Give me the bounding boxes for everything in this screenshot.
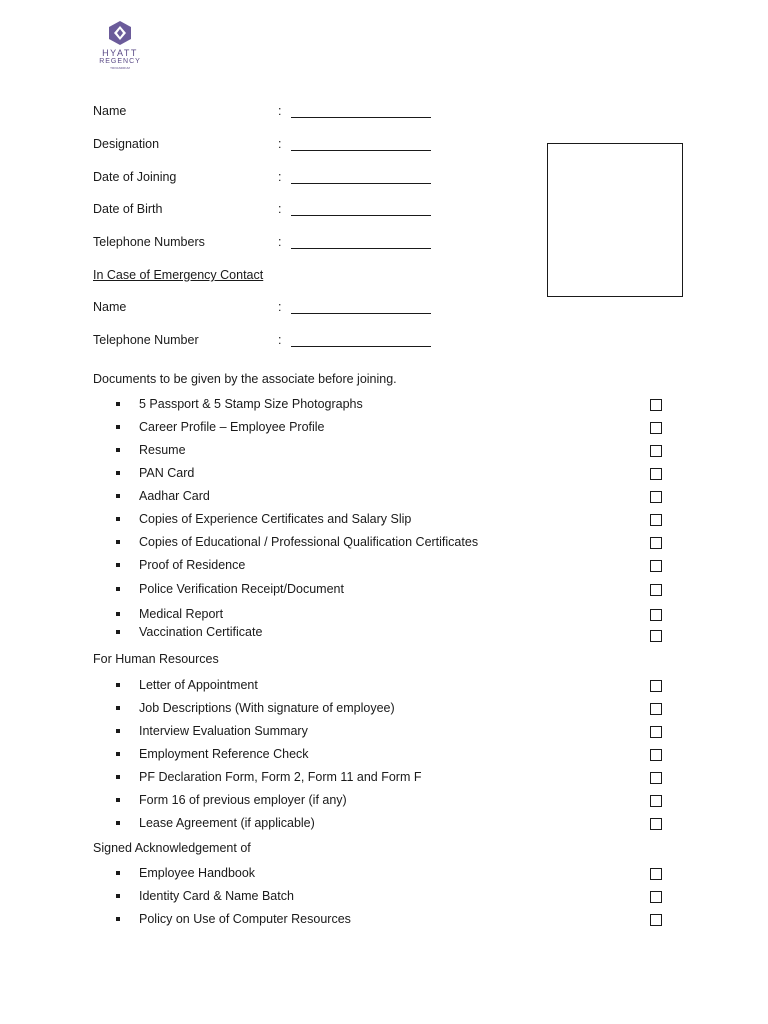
telephone-numbers-input-line[interactable] (291, 248, 431, 249)
logo-location-text: TRIVANDRUM (110, 66, 130, 70)
bullet-icon (116, 775, 120, 779)
checklist-item-label: Lease Agreement (if applicable) (139, 816, 315, 830)
checklist-item (116, 512, 666, 528)
checklist-item-label: Career Profile – Employee Profile (139, 420, 325, 434)
checkbox[interactable] (650, 560, 662, 572)
checklist-item (116, 701, 666, 717)
bullet-icon (116, 587, 120, 591)
checklist-item-label: Aadhar Card (139, 489, 210, 503)
checkbox[interactable] (650, 422, 662, 434)
checklist-item-label: Medical Report (139, 607, 224, 621)
checkbox[interactable] (650, 537, 662, 549)
checklist-item-label: PF Declaration Form, Form 2, Form 11 and Form F (139, 770, 422, 784)
bullet-icon (116, 471, 120, 475)
field-colon: : (278, 202, 282, 216)
date-of-joining-input-line[interactable] (291, 183, 431, 184)
checklist-item (116, 420, 666, 436)
checkbox[interactable] (650, 584, 662, 596)
checkbox[interactable] (650, 491, 662, 503)
designation-input-line[interactable] (291, 150, 431, 151)
field-label: Designation (93, 137, 160, 151)
checkbox[interactable] (650, 772, 662, 784)
hotel-logo (96, 20, 144, 71)
logo-brand-text: HYATT (102, 48, 138, 58)
field-label: Date of Birth (93, 202, 163, 216)
checklist-item-label: Policy on Use of Computer Resources (139, 912, 351, 926)
field-label: Name (93, 104, 127, 118)
checklist-item-label: Vaccination Certificate (139, 625, 263, 639)
hyatt-logo-icon (107, 20, 133, 46)
bullet-icon (116, 821, 120, 825)
checkbox[interactable] (650, 703, 662, 715)
checklist-item (116, 443, 666, 459)
hr-section-title: For Human Resources (93, 652, 219, 666)
checklist-item (116, 489, 666, 505)
checklist-item-label: 5 Passport & 5 Stamp Size Photographs (139, 397, 363, 411)
field-label: Telephone Numbers (93, 235, 205, 249)
field-colon: : (278, 235, 282, 249)
telephone-numbers-field (93, 235, 453, 253)
emergency-telephone-input-line[interactable] (291, 346, 431, 347)
bullet-icon (116, 494, 120, 498)
checklist-item (116, 397, 666, 413)
bullet-icon (116, 917, 120, 921)
bullet-icon (116, 448, 120, 452)
checklist-item-label: Proof of Residence (139, 558, 246, 572)
bullet-icon (116, 612, 120, 616)
bullet-icon (116, 683, 120, 687)
date-of-birth-input-line[interactable] (291, 215, 431, 216)
field-colon: : (278, 137, 282, 151)
checkbox[interactable] (650, 468, 662, 480)
checklist-item-label: Employee Handbook (139, 866, 256, 880)
checklist-item (116, 793, 666, 809)
checklist-item-label: Form 16 of previous employer (if any) (139, 793, 347, 807)
name-field (93, 104, 453, 122)
bullet-icon (116, 871, 120, 875)
checklist-item (116, 558, 666, 574)
checklist-item-label: Letter of Appointment (139, 678, 258, 692)
bullet-icon (116, 630, 120, 634)
acknowledgement-section-title: Signed Acknowledgement of (93, 841, 251, 855)
checklist-item (116, 607, 666, 623)
bullet-icon (116, 402, 120, 406)
field-label: Date of Joining (93, 170, 177, 184)
checklist-item-label: Job Descriptions (With signature of employee) (139, 701, 395, 715)
checklist-item (116, 747, 666, 763)
checkbox[interactable] (650, 514, 662, 526)
checklist-item (116, 889, 666, 905)
emergency-name-input-line[interactable] (291, 313, 431, 314)
documents-section-title: Documents to be given by the associate before joining. (93, 372, 397, 386)
date-of-birth-field (93, 202, 453, 220)
checklist-item (116, 770, 666, 786)
checklist-item (116, 582, 666, 598)
checkbox[interactable] (650, 680, 662, 692)
photo-box (547, 143, 683, 297)
checklist-item-label: Police Verification Receipt/Document (139, 582, 344, 596)
field-label: Name (93, 300, 127, 314)
checkbox[interactable] (650, 818, 662, 830)
checkbox[interactable] (650, 891, 662, 903)
checklist-item (116, 816, 666, 832)
checklist-item-label: Employment Reference Check (139, 747, 309, 761)
field-label: Telephone Number (93, 333, 199, 347)
checkbox[interactable] (650, 609, 662, 621)
bullet-icon (116, 540, 120, 544)
bullet-icon (116, 798, 120, 802)
checkbox[interactable] (650, 914, 662, 926)
designation-field (93, 137, 453, 155)
checklist-item-label: Interview Evaluation Summary (139, 724, 308, 738)
bullet-icon (116, 517, 120, 521)
bullet-icon (116, 563, 120, 567)
name-input-line[interactable] (291, 117, 431, 118)
bullet-icon (116, 752, 120, 756)
checklist-item (116, 866, 666, 882)
bullet-icon (116, 894, 120, 898)
bullet-icon (116, 729, 120, 733)
checklist-item (116, 912, 666, 928)
checklist-item (116, 678, 666, 694)
checklist-item-label: Resume (139, 443, 186, 457)
checklist-item-label: PAN Card (139, 466, 195, 480)
field-colon: : (278, 170, 282, 184)
bullet-icon (116, 706, 120, 710)
checkbox[interactable] (650, 868, 662, 880)
checkbox[interactable] (650, 445, 662, 457)
checkbox[interactable] (650, 630, 662, 642)
emergency-telephone-field (93, 333, 453, 351)
checklist-item (116, 625, 666, 641)
checklist-item (116, 724, 666, 740)
emergency-contact-heading: In Case of Emergency Contact (93, 268, 264, 282)
checkbox[interactable] (650, 726, 662, 738)
checklist-item-label: Copies of Experience Certificates and Salary Slip (139, 512, 412, 526)
logo-sub-text: REGENCY (99, 58, 141, 65)
checkbox[interactable] (650, 399, 662, 411)
emergency-name-field (93, 300, 453, 318)
field-colon: : (278, 300, 282, 314)
checklist-item-label: Identity Card & Name Batch (139, 889, 294, 903)
checklist-item-label: Copies of Educational / Professional Qualification Certificates (139, 535, 479, 549)
checkbox[interactable] (650, 749, 662, 761)
checklist-item (116, 535, 666, 551)
field-colon: : (278, 333, 282, 347)
date-of-joining-field (93, 170, 453, 188)
field-colon: : (278, 104, 282, 118)
checkbox[interactable] (650, 795, 662, 807)
bullet-icon (116, 425, 120, 429)
checklist-item (116, 466, 666, 482)
